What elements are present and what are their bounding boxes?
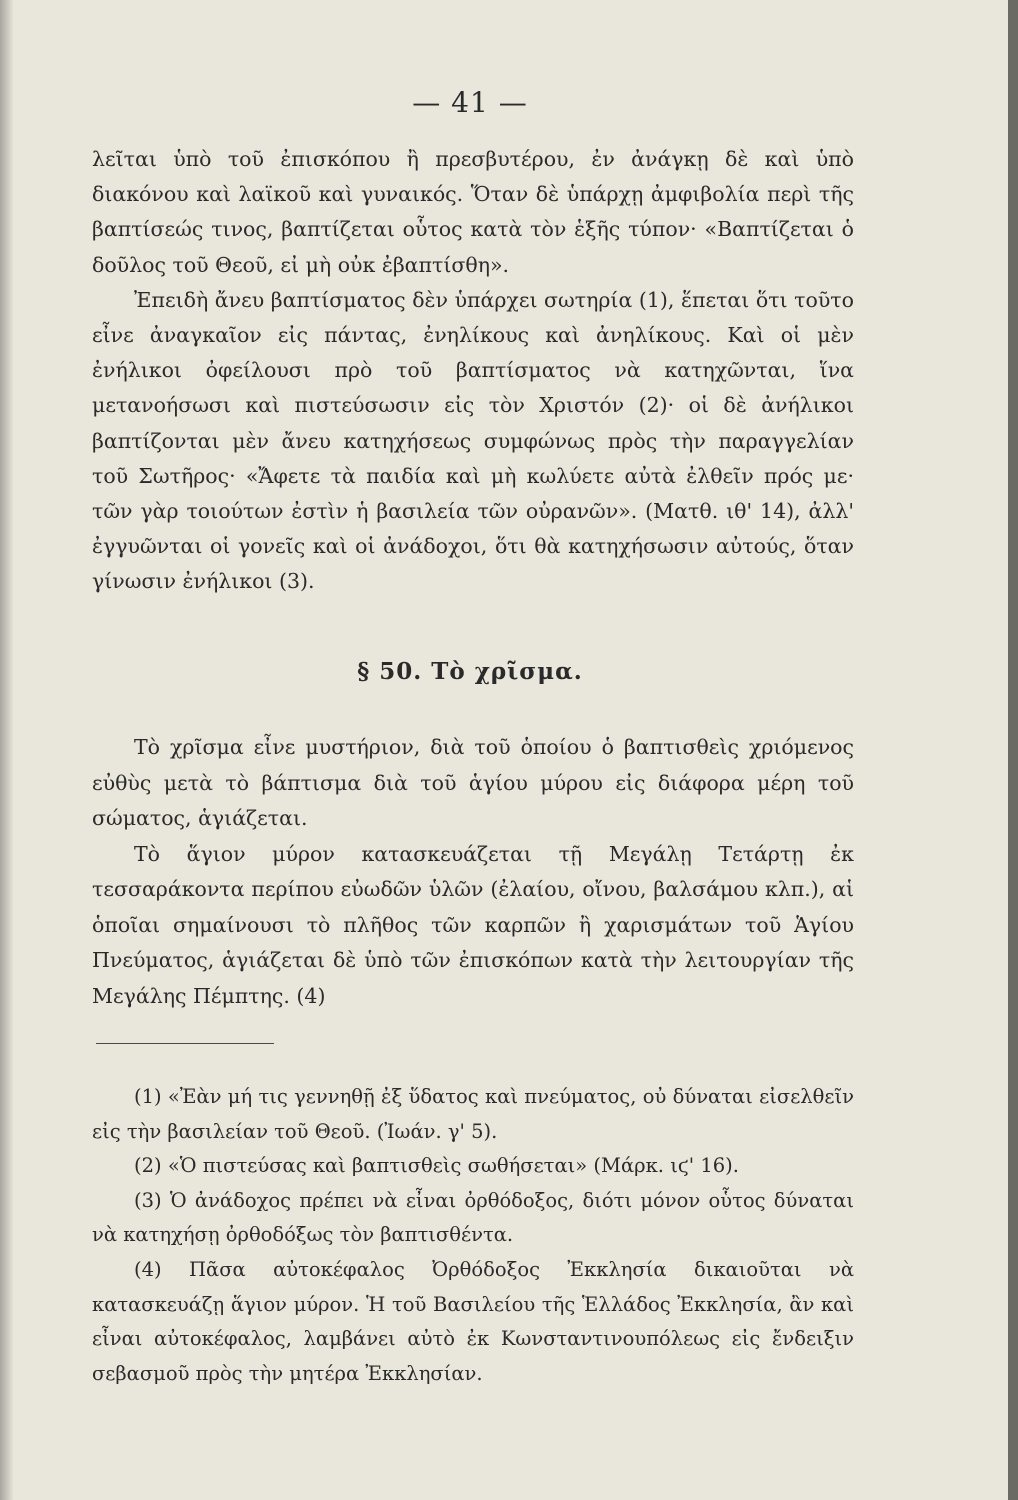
paragraph-baptism-necessity: Ἐπειδὴ ἄνευ βαπτίσματος δὲν ὑπάρχει σωτηρία (1), ἕπεται ὅτι τοῦτο εἶνε ἀναγκαῖον εἰς πάντας, ἐνηλίκους καὶ ἀνηλίκους. Καὶ οἱ μὲν ἐνήλικοι ὀφείλουσι πρὸ τοῦ βαπτίσματος νὰ κατηχῶνται, ἵνα μετανοήσωσι καὶ πιστεύσωσιν εἰς τὸν Χριστόν (2)· οἱ δὲ ἀνήλικοι βαπτίζονται μὲν ἄνευ κατηχήσεως συμφώνως πρὸς τὴν παραγγελίαν τοῦ Σωτῆρος· «Ἄφετε τὰ παιδία καὶ μὴ κωλύετε αὐτὰ ἐλθεῖν πρός με· τῶν γὰρ τοιούτων ἐστὶν ἡ βασιλεία τῶν οὐρανῶν». (Ματθ. ιθ' 14), ἀλλ' ἐγγυῶνται οἱ γονεῖς καὶ οἱ ἀνάδοχοι, ὅτι θὰ κατηχήσωσιν αὐτούς, ὅταν γίνωσιν ἐνήλικοι (3). (92, 287, 854, 594)
section-text (92, 730, 854, 1014)
footnote-divider (96, 1043, 274, 1044)
paragraph-holy-myron: Τὸ ἅγιον μύρον κατασκευάζεται τῇ Μεγάλῃ Τετάρτῃ ἐκ τεσσαράκοντα περίπου εὐωδῶν ὑλῶν (ἐλαίου, οἴνου, βαλσάμου κλπ.), αἱ ὁποῖαι σημαίνουσι τὸ πλῆθος τῶν καρπῶν ἢ χαρισμάτων τοῦ Ἁγίου Πνεύματος, ἁγιάζεται δὲ ὑπὸ τῶν ἐπισκόπων κατὰ τὴν λειτουργίαν τῆς Μεγάλης Πέμπτης. (4) (92, 841, 854, 1008)
footnote-2: (2) «Ὁ πιστεύσας καὶ βαπτισθεὶς σωθήσεται» (Μάρκ. ιϛ' 16). (134, 1154, 739, 1178)
footnotes (92, 1080, 854, 1391)
paragraph-baptism-continued: λεῖται ὑπὸ τοῦ ἐπισκόπου ἢ πρεσβυτέρου, ἐν ἀνάγκῃ δὲ καὶ ὑπὸ διακόνου καὶ λαϊκοῦ καὶ γυναικός. Ὅταν δὲ ὑπάρχῃ ἀμφιβολία περὶ τῆς βαπτίσεώς τινος, βαπτίζεται οὗτος κατὰ τὸν ἑξῆς τύπον· «Βαπτίζεται ὁ δοῦλος τοῦ Θεοῦ, εἰ μὴ οὐκ ἐβαπτίσθη». (92, 147, 854, 277)
main-text (92, 142, 854, 600)
footnote-4: (4) Πᾶσα αὐτοκέφαλος Ὀρθόδοξος Ἐκκλησία δικαιοῦται νὰ κατασκευάζῃ ἅγιον μύρον. Ἡ τοῦ Βασιλείου τῆς Ἑλλάδος Ἐκκλησία, ἂν καὶ εἶναι αὐτοκέφαλος, λαμβάνει αὐτὸ ἐκ Κωνσταντινουπόλεως εἰς ἔνδειξιν σεβασμοῦ πρὸς τὴν μητέρα Ἐκκλησίαν. (92, 1257, 854, 1385)
paragraph-chrisma-definition: Τὸ χρῖσμα εἶνε μυστήριον, διὰ τοῦ ὁποίου ὁ βαπτισθεὶς χριόμενος εὐθὺς μετὰ τὸ βάπτισμα διὰ τοῦ ἁγίου μύρου εἰς διάφορα μέρη τοῦ σώματος, ἁγιάζεται. (92, 735, 854, 830)
footnote-1: (1) «Ἐὰν μή τις γεννηθῇ ἐξ ὕδατος καὶ πνεύματος, οὐ δύναται εἰσελθεῖν εἰς τὴν βασιλείαν τοῦ Θεοῦ. (Ἰωάν. γ' 5). (92, 1085, 854, 1143)
page-edge-shadow (0, 0, 14, 1500)
page-number: — 41 — (412, 86, 528, 119)
footnote-3: (3) Ὁ ἀνάδοχος πρέπει νὰ εἶναι ὀρθόδοξος, διότι μόνον οὗτος δύναται νὰ κατηχήσῃ ὀρθοδόξως τὸν βαπτισθέντα. (92, 1188, 854, 1247)
section-heading: § 50. Τὸ χρῖσμα. (357, 658, 583, 685)
